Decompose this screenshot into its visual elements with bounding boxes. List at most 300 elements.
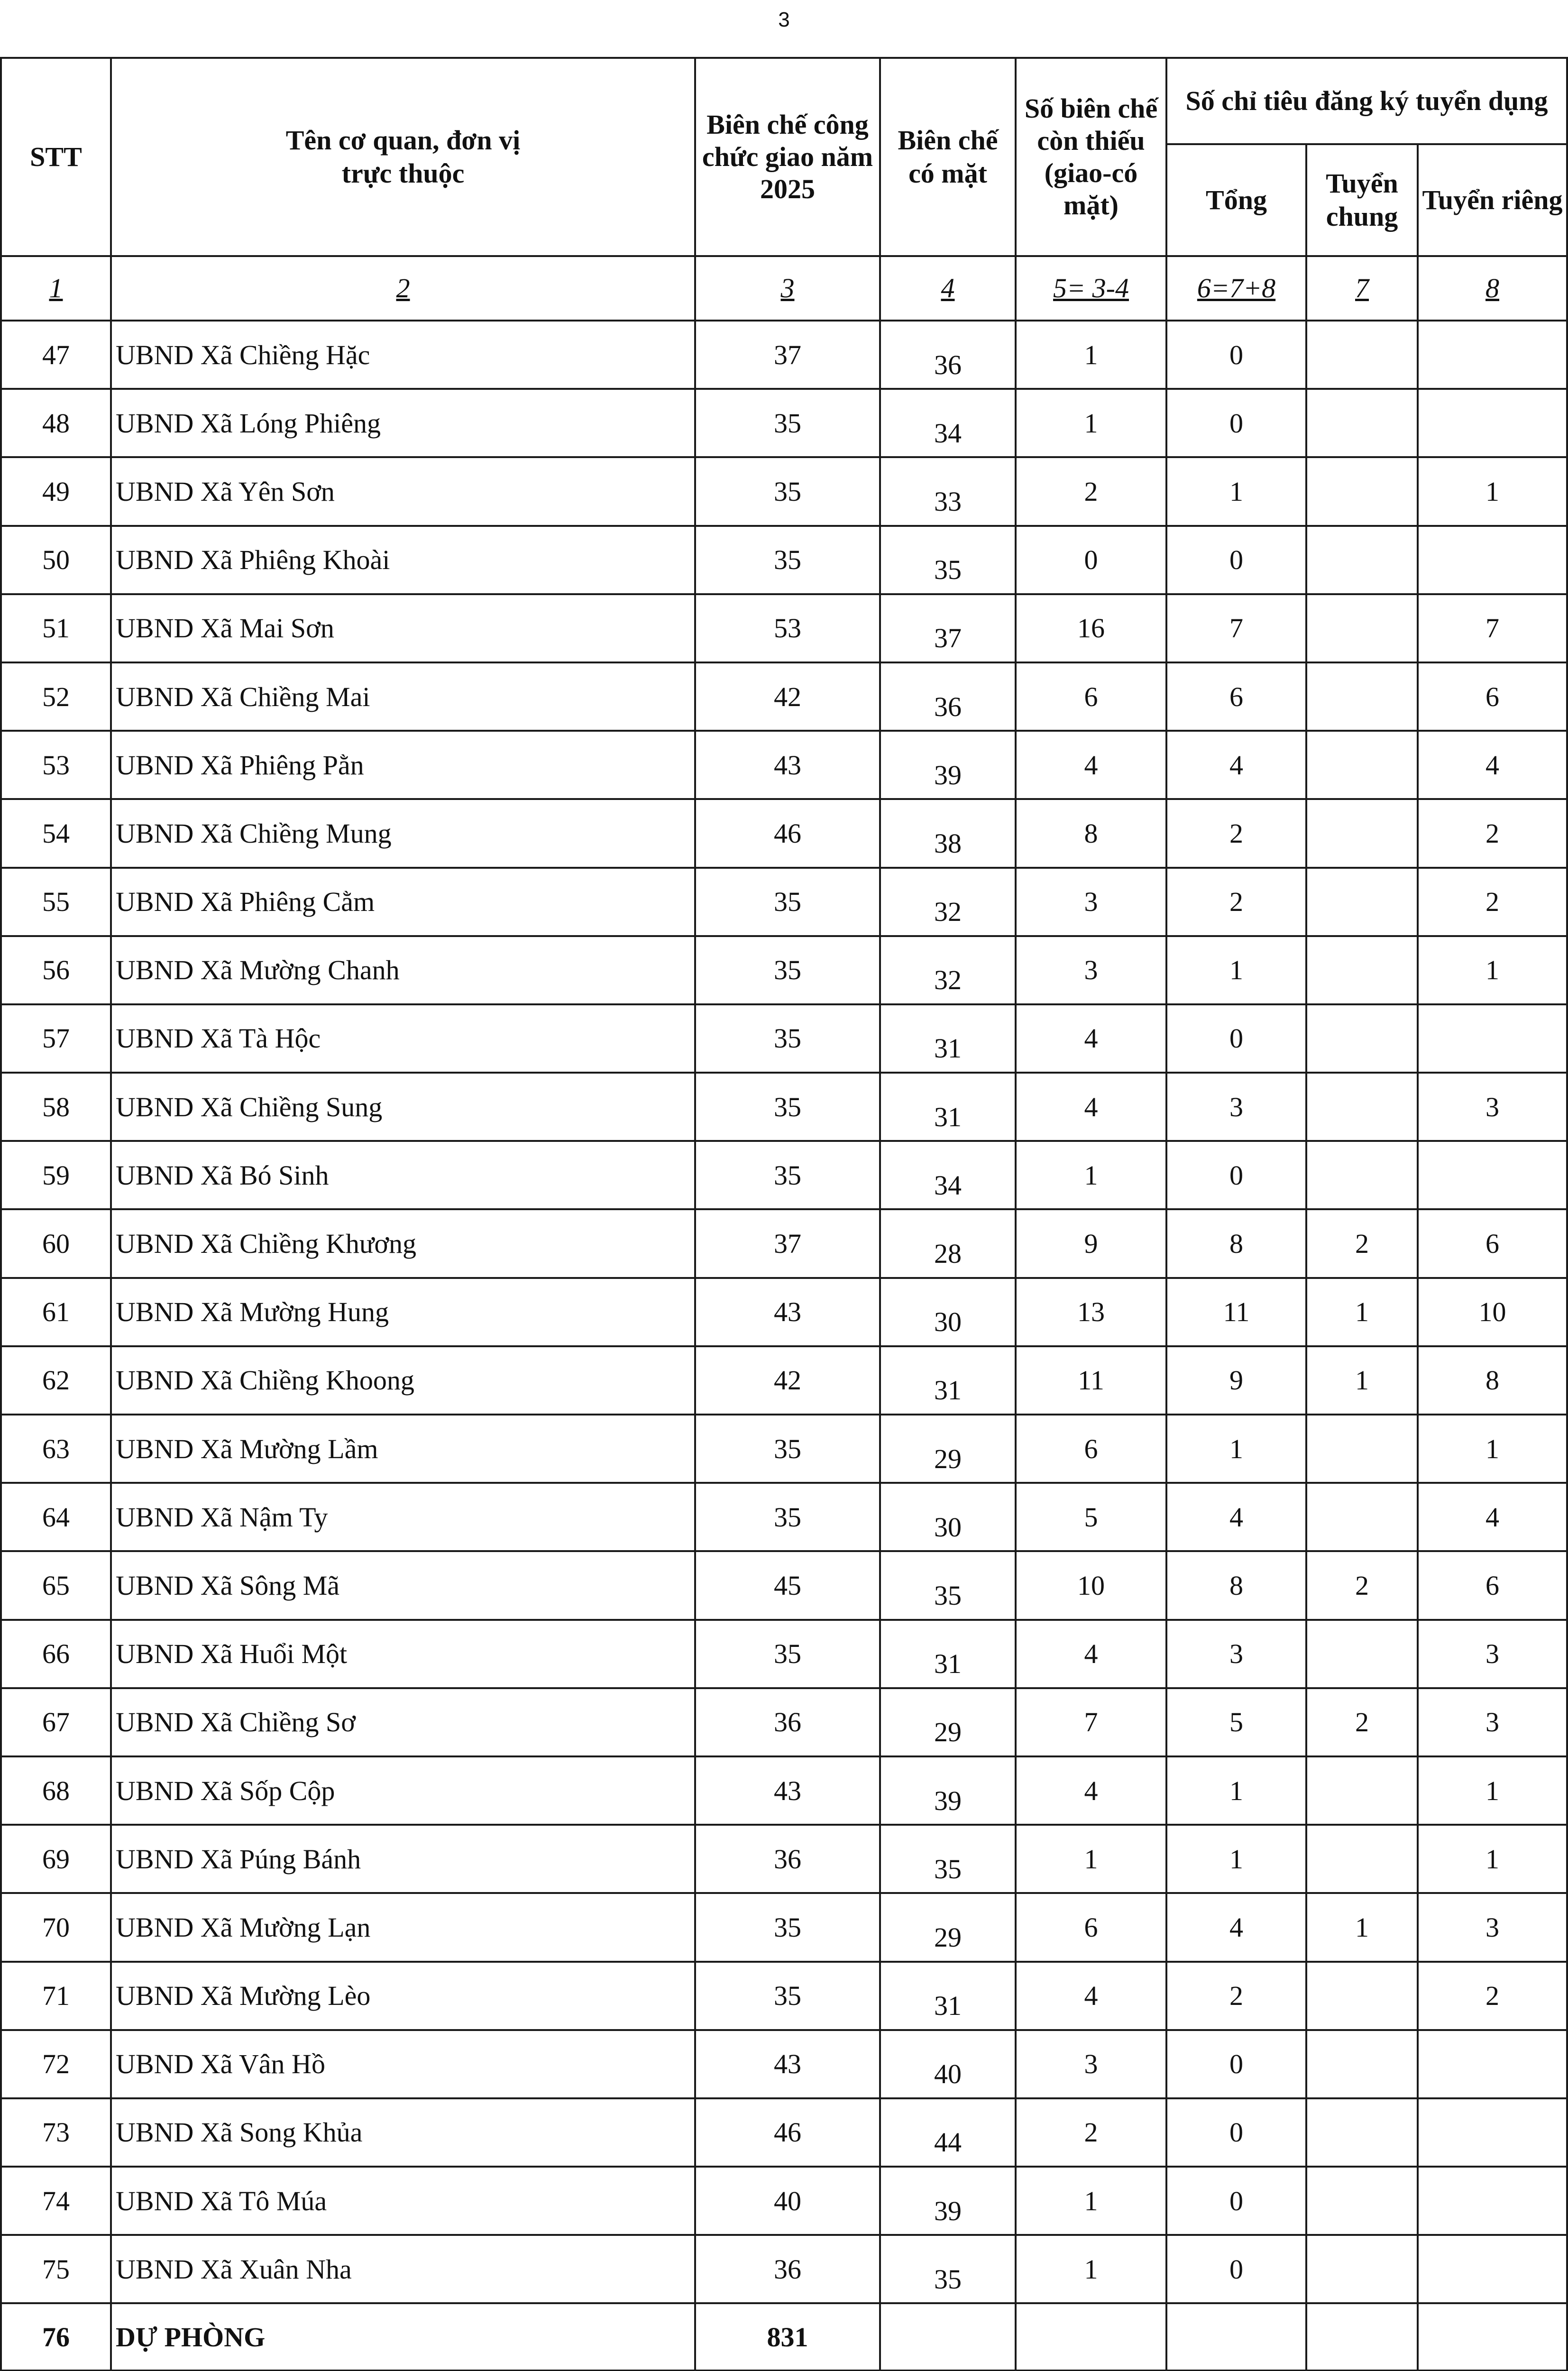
cell-stt: 72 [1, 2030, 111, 2098]
cell-assigned: 46 [695, 2098, 880, 2167]
cell-assigned: 35 [695, 1141, 880, 1209]
column-number: 3 [695, 256, 880, 321]
cell-assigned: 42 [695, 662, 880, 731]
cell-assigned: 40 [695, 2167, 880, 2235]
cell-stt: 59 [1, 1141, 111, 1209]
header-general-recruitment [1306, 144, 1418, 256]
cell-total: 7 [1166, 594, 1306, 662]
cell-unit-name: UBND Xã Huổi Một [111, 1620, 695, 1688]
table-row [1, 1825, 1567, 1893]
cell-separate: 3 [1418, 1620, 1567, 1688]
header-assigned-line3: 2025 [760, 174, 815, 204]
cell-unit-name: UBND Xã Mường Lạn [111, 1893, 695, 1961]
cell-general: 2 [1306, 1551, 1418, 1619]
cell-shortage: 6 [1016, 662, 1166, 731]
cell-present: 31 [880, 1962, 1016, 2030]
cell-assigned: 35 [695, 389, 880, 457]
cell-present: 32 [880, 868, 1016, 936]
cell-separate [1418, 389, 1567, 457]
cell-stt: 70 [1, 1893, 111, 1961]
cell-general [1306, 662, 1418, 731]
header-assigned-line1: Biên chế công [706, 109, 869, 140]
cell-total: 0 [1166, 2235, 1306, 2303]
cell-total: 0 [1166, 1141, 1306, 1209]
cell-total: 3 [1166, 1073, 1306, 1141]
cell-total: 2 [1166, 1962, 1306, 2030]
header-shortage-line4: mặt) [1064, 190, 1119, 221]
header-unit-name-line1: Tên cơ quan, đơn vị [285, 125, 521, 156]
table-row [1, 594, 1567, 662]
reserve-separate [1418, 2303, 1567, 2371]
table-row [1, 321, 1567, 389]
cell-total: 0 [1166, 321, 1306, 389]
cell-general: 2 [1306, 1209, 1418, 1277]
cell-unit-name: UBND Xã Mường Lèo [111, 1962, 695, 2030]
cell-stt: 57 [1, 1004, 111, 1073]
header-assigned-2025 [695, 58, 880, 256]
cell-separate: 4 [1418, 1483, 1567, 1551]
cell-total: 8 [1166, 1209, 1306, 1277]
cell-stt: 49 [1, 457, 111, 525]
table-row [1, 1893, 1567, 1961]
page-number: 3 [778, 8, 790, 31]
header-shortage-line3: (giao-có [1044, 157, 1138, 188]
table-row [1, 936, 1567, 1004]
cell-assigned: 35 [695, 936, 880, 1004]
cell-general [1306, 731, 1418, 799]
cell-unit-name: UBND Xã Phiêng Cằm [111, 868, 695, 936]
header-general-line2: chung [1326, 201, 1398, 232]
cell-general [1306, 2167, 1418, 2235]
cell-separate: 1 [1418, 1756, 1567, 1825]
cell-total: 1 [1166, 936, 1306, 1004]
cell-present: 40 [880, 2030, 1016, 2098]
cell-total: 4 [1166, 1893, 1306, 1961]
cell-assigned: 35 [695, 1004, 880, 1073]
cell-separate: 2 [1418, 868, 1567, 936]
table-row [1, 1688, 1567, 1756]
cell-total: 4 [1166, 731, 1306, 799]
cell-separate [1418, 2030, 1567, 2098]
cell-shortage: 6 [1016, 1893, 1166, 1961]
header-present-line2: có mặt [908, 158, 987, 189]
table-row [1, 2167, 1567, 2235]
cell-present: 29 [880, 1893, 1016, 1961]
table-row [1, 526, 1567, 594]
column-number: 1 [1, 256, 111, 321]
cell-unit-name: UBND Xã Tô Múa [111, 2167, 695, 2235]
table-row [1, 1483, 1567, 1551]
cell-assigned: 45 [695, 1551, 880, 1619]
cell-shortage: 9 [1016, 1209, 1166, 1277]
table-row [1, 1141, 1567, 1209]
table-row [1, 1004, 1567, 1073]
cell-general [1306, 1415, 1418, 1483]
table-row [1, 457, 1567, 525]
table-row [1, 1551, 1567, 1619]
table-row [1, 662, 1567, 731]
reserve-shortage [1016, 2303, 1166, 2371]
column-number: 2 [111, 256, 695, 321]
cell-shortage: 4 [1016, 731, 1166, 799]
cell-unit-name: UBND Xã Mường Lầm [111, 1415, 695, 1483]
cell-present: 44 [880, 2098, 1016, 2167]
header-present [880, 58, 1016, 256]
cell-general [1306, 1141, 1418, 1209]
cell-separate: 3 [1418, 1688, 1567, 1756]
cell-general [1306, 1483, 1418, 1551]
cell-separate [1418, 526, 1567, 594]
cell-unit-name: UBND Xã Chiềng Sơ [111, 1688, 695, 1756]
cell-total: 2 [1166, 868, 1306, 936]
table-row [1, 1346, 1567, 1415]
cell-present: 32 [880, 936, 1016, 1004]
cell-unit-name: UBND Xã Chiềng Sung [111, 1073, 695, 1141]
cell-shortage: 4 [1016, 1756, 1166, 1825]
cell-assigned: 36 [695, 2235, 880, 2303]
cell-assigned: 37 [695, 1209, 880, 1277]
reserve-general [1306, 2303, 1418, 2371]
cell-stt: 61 [1, 1278, 111, 1346]
cell-assigned: 35 [695, 1483, 880, 1551]
cell-separate: 2 [1418, 799, 1567, 867]
cell-separate: 6 [1418, 1551, 1567, 1619]
cell-separate: 1 [1418, 1415, 1567, 1483]
cell-general [1306, 1756, 1418, 1825]
cell-unit-name: UBND Xã Bó Sinh [111, 1141, 695, 1209]
header-total: Tổng [1166, 144, 1306, 256]
cell-shortage: 5 [1016, 1483, 1166, 1551]
header-row [1, 58, 1567, 144]
cell-assigned: 43 [695, 1278, 880, 1346]
cell-stt: 55 [1, 868, 111, 936]
cell-shortage: 10 [1016, 1551, 1166, 1619]
cell-stt: 52 [1, 662, 111, 731]
cell-present: 35 [880, 2235, 1016, 2303]
table-row [1, 2098, 1567, 2167]
cell-general [1306, 1962, 1418, 2030]
cell-stt: 65 [1, 1551, 111, 1619]
cell-stt: 74 [1, 2167, 111, 2235]
cell-present: 29 [880, 1415, 1016, 1483]
cell-stt: 56 [1, 936, 111, 1004]
header-shortage [1016, 58, 1166, 256]
cell-general [1306, 389, 1418, 457]
cell-total: 0 [1166, 526, 1306, 594]
column-number-row [1, 256, 1567, 321]
cell-assigned: 37 [695, 321, 880, 389]
cell-present: 39 [880, 731, 1016, 799]
cell-total: 9 [1166, 1346, 1306, 1415]
header-shortage-line2: còn thiếu [1037, 125, 1145, 156]
cell-shortage: 4 [1016, 1620, 1166, 1688]
cell-present: 29 [880, 1688, 1016, 1756]
cell-total: 11 [1166, 1278, 1306, 1346]
cell-general: 2 [1306, 1688, 1418, 1756]
cell-assigned: 35 [695, 1415, 880, 1483]
column-number: 4 [880, 256, 1016, 321]
cell-total: 1 [1166, 1825, 1306, 1893]
cell-assigned: 43 [695, 1756, 880, 1825]
cell-assigned: 35 [695, 1073, 880, 1141]
cell-total: 1 [1166, 1756, 1306, 1825]
cell-unit-name: UBND Xã Phiêng Pằn [111, 731, 695, 799]
table-row [1, 2030, 1567, 2098]
cell-assigned: 43 [695, 2030, 880, 2098]
cell-general [1306, 799, 1418, 867]
cell-assigned: 35 [695, 526, 880, 594]
table-row [1, 868, 1567, 936]
table-row [1, 1209, 1567, 1277]
header-assigned-line2: chức giao năm [702, 141, 873, 172]
cell-total: 0 [1166, 1004, 1306, 1073]
cell-separate [1418, 2098, 1567, 2167]
cell-assigned: 35 [695, 1962, 880, 2030]
cell-stt: 51 [1, 594, 111, 662]
table-row [1, 799, 1567, 867]
cell-present: 37 [880, 594, 1016, 662]
cell-stt: 68 [1, 1756, 111, 1825]
cell-present: 38 [880, 799, 1016, 867]
cell-assigned: 36 [695, 1688, 880, 1756]
cell-general [1306, 1073, 1418, 1141]
cell-present: 39 [880, 2167, 1016, 2235]
cell-present: 35 [880, 1551, 1016, 1619]
cell-shortage: 1 [1016, 2235, 1166, 2303]
cell-general: 1 [1306, 1278, 1418, 1346]
cell-present: 31 [880, 1346, 1016, 1415]
header-general-line1: Tuyển [1326, 168, 1398, 199]
cell-shortage: 4 [1016, 1004, 1166, 1073]
cell-total: 0 [1166, 2030, 1306, 2098]
table-row [1, 1278, 1567, 1346]
cell-total: 4 [1166, 1483, 1306, 1551]
column-number: 5= 3-4 [1016, 256, 1166, 321]
cell-total: 1 [1166, 1415, 1306, 1483]
cell-separate: 8 [1418, 1346, 1567, 1415]
cell-assigned: 35 [695, 1620, 880, 1688]
cell-present: 36 [880, 662, 1016, 731]
cell-unit-name: UBND Xã Mường Chanh [111, 936, 695, 1004]
cell-present: 35 [880, 526, 1016, 594]
cell-shortage: 16 [1016, 594, 1166, 662]
cell-stt: 69 [1, 1825, 111, 1893]
cell-general: 1 [1306, 1346, 1418, 1415]
cell-unit-name: UBND Xã Yên Sơn [111, 457, 695, 525]
cell-shortage: 1 [1016, 1825, 1166, 1893]
cell-unit-name: UBND Xã Sốp Cộp [111, 1756, 695, 1825]
cell-stt: 67 [1, 1688, 111, 1756]
cell-general [1306, 457, 1418, 525]
cell-total: 0 [1166, 389, 1306, 457]
header-shortage-line1: Số biên chế [1024, 93, 1158, 124]
table-row [1, 1620, 1567, 1688]
table-row [1, 1073, 1567, 1141]
header-unit-name-line2: trực thuộc [341, 158, 465, 189]
cell-separate: 4 [1418, 731, 1567, 799]
cell-shortage: 3 [1016, 936, 1166, 1004]
cell-assigned: 43 [695, 731, 880, 799]
cell-total: 0 [1166, 2167, 1306, 2235]
cell-stt: 48 [1, 389, 111, 457]
cell-general [1306, 1004, 1418, 1073]
cell-stt: 53 [1, 731, 111, 799]
cell-general [1306, 2235, 1418, 2303]
cell-present: 34 [880, 1141, 1016, 1209]
cell-shortage: 4 [1016, 1962, 1166, 2030]
cell-unit-name: UBND Xã Phiêng Khoài [111, 526, 695, 594]
cell-unit-name: UBND Xã Chiềng Khương [111, 1209, 695, 1277]
cell-present: 31 [880, 1073, 1016, 1141]
table-row [1, 389, 1567, 457]
cell-separate: 7 [1418, 594, 1567, 662]
table-row [1, 1962, 1567, 2030]
reserve-total [1166, 2303, 1306, 2371]
cell-present: 31 [880, 1004, 1016, 1073]
cell-stt: 60 [1, 1209, 111, 1277]
table-row [1, 1415, 1567, 1483]
column-number: 8 [1418, 256, 1567, 321]
cell-general [1306, 936, 1418, 1004]
cell-shortage: 6 [1016, 1415, 1166, 1483]
cell-shortage: 3 [1016, 2030, 1166, 2098]
cell-separate [1418, 1141, 1567, 1209]
cell-total: 6 [1166, 662, 1306, 731]
cell-stt: 50 [1, 526, 111, 594]
cell-separate: 1 [1418, 457, 1567, 525]
cell-separate: 6 [1418, 662, 1567, 731]
cell-unit-name: UBND Xã Mai Sơn [111, 594, 695, 662]
cell-unit-name: UBND Xã Sông Mã [111, 1551, 695, 1619]
cell-stt: 54 [1, 799, 111, 867]
cell-unit-name: UBND Xã Púng Bánh [111, 1825, 695, 1893]
header-stt: STT [1, 58, 111, 256]
table-body [1, 321, 1567, 2371]
cell-separate: 2 [1418, 1962, 1567, 2030]
cell-separate: 1 [1418, 1825, 1567, 1893]
cell-shortage: 13 [1016, 1278, 1166, 1346]
cell-assigned: 35 [695, 868, 880, 936]
cell-unit-name: UBND Xã Chiềng Mung [111, 799, 695, 867]
cell-present: 35 [880, 1825, 1016, 1893]
cell-assigned: 53 [695, 594, 880, 662]
cell-shortage: 1 [1016, 1141, 1166, 1209]
cell-unit-name: UBND Xã Xuân Nha [111, 2235, 695, 2303]
cell-general: 1 [1306, 1893, 1418, 1961]
cell-stt: 58 [1, 1073, 111, 1141]
cell-unit-name: UBND Xã Chiềng Khoong [111, 1346, 695, 1415]
cell-assigned: 36 [695, 1825, 880, 1893]
cell-present: 30 [880, 1278, 1016, 1346]
cell-present: 30 [880, 1483, 1016, 1551]
cell-assigned: 35 [695, 1893, 880, 1961]
cell-separate [1418, 2235, 1567, 2303]
table-row [1, 731, 1567, 799]
cell-assigned: 42 [695, 1346, 880, 1415]
cell-shortage: 11 [1016, 1346, 1166, 1415]
cell-general [1306, 2098, 1418, 2167]
cell-stt: 63 [1, 1415, 111, 1483]
cell-general [1306, 1825, 1418, 1893]
cell-present: 28 [880, 1209, 1016, 1277]
cell-separate: 1 [1418, 936, 1567, 1004]
cell-separate [1418, 2167, 1567, 2235]
cell-stt: 62 [1, 1346, 111, 1415]
header-separate-recruitment: Tuyển riêng [1418, 144, 1567, 256]
cell-unit-name: UBND Xã Tà Hộc [111, 1004, 695, 1073]
cell-stt: 73 [1, 2098, 111, 2167]
cell-total: 2 [1166, 799, 1306, 867]
cell-shortage: 0 [1016, 526, 1166, 594]
reserve-stt: 76 [1, 2303, 111, 2371]
cell-unit-name: UBND Xã Mường Hung [111, 1278, 695, 1346]
cell-present: 39 [880, 1756, 1016, 1825]
cell-separate [1418, 1004, 1567, 1073]
cell-general [1306, 594, 1418, 662]
cell-stt: 75 [1, 2235, 111, 2303]
column-number: 7 [1306, 256, 1418, 321]
cell-shortage: 7 [1016, 1688, 1166, 1756]
cell-general [1306, 526, 1418, 594]
cell-unit-name: UBND Xã Vân Hồ [111, 2030, 695, 2098]
cell-assigned: 35 [695, 457, 880, 525]
reserve-label: DỰ PHÒNG [111, 2303, 695, 2371]
cell-shortage: 2 [1016, 457, 1166, 525]
header-unit-name [111, 58, 695, 256]
cell-total: 1 [1166, 457, 1306, 525]
cell-shortage: 8 [1016, 799, 1166, 867]
cell-general [1306, 321, 1418, 389]
cell-general [1306, 868, 1418, 936]
reserve-row [1, 2303, 1567, 2371]
cell-present: 31 [880, 1620, 1016, 1688]
cell-stt: 47 [1, 321, 111, 389]
column-number: 6=7+8 [1166, 256, 1306, 321]
cell-shortage: 1 [1016, 321, 1166, 389]
reserve-present [880, 2303, 1016, 2371]
staffing-table [0, 57, 1568, 2371]
cell-separate: 3 [1418, 1893, 1567, 1961]
cell-shortage: 1 [1016, 389, 1166, 457]
cell-shortage: 4 [1016, 1073, 1166, 1141]
cell-separate: 10 [1418, 1278, 1567, 1346]
table-row [1, 1756, 1567, 1825]
cell-stt: 64 [1, 1483, 111, 1551]
cell-assigned: 46 [695, 799, 880, 867]
cell-unit-name: UBND Xã Song Khủa [111, 2098, 695, 2167]
cell-present: 36 [880, 321, 1016, 389]
cell-unit-name: UBND Xã Lóng Phiêng [111, 389, 695, 457]
cell-unit-name: UBND Xã Chiềng Mai [111, 662, 695, 731]
cell-separate: 6 [1418, 1209, 1567, 1277]
cell-unit-name: UBND Xã Nậm Ty [111, 1483, 695, 1551]
header-recruitment-quota: Số chỉ tiêu đăng ký tuyển dụng [1166, 58, 1567, 144]
cell-shortage: 3 [1016, 868, 1166, 936]
cell-shortage: 1 [1016, 2167, 1166, 2235]
header-present-line1: Biên chế [898, 125, 998, 156]
cell-separate [1418, 321, 1567, 389]
cell-stt: 71 [1, 1962, 111, 2030]
cell-total: 5 [1166, 1688, 1306, 1756]
cell-shortage: 2 [1016, 2098, 1166, 2167]
table-row [1, 2235, 1567, 2303]
cell-total: 3 [1166, 1620, 1306, 1688]
cell-total: 8 [1166, 1551, 1306, 1619]
cell-separate: 3 [1418, 1073, 1567, 1141]
cell-stt: 66 [1, 1620, 111, 1688]
cell-present: 34 [880, 389, 1016, 457]
cell-general [1306, 1620, 1418, 1688]
